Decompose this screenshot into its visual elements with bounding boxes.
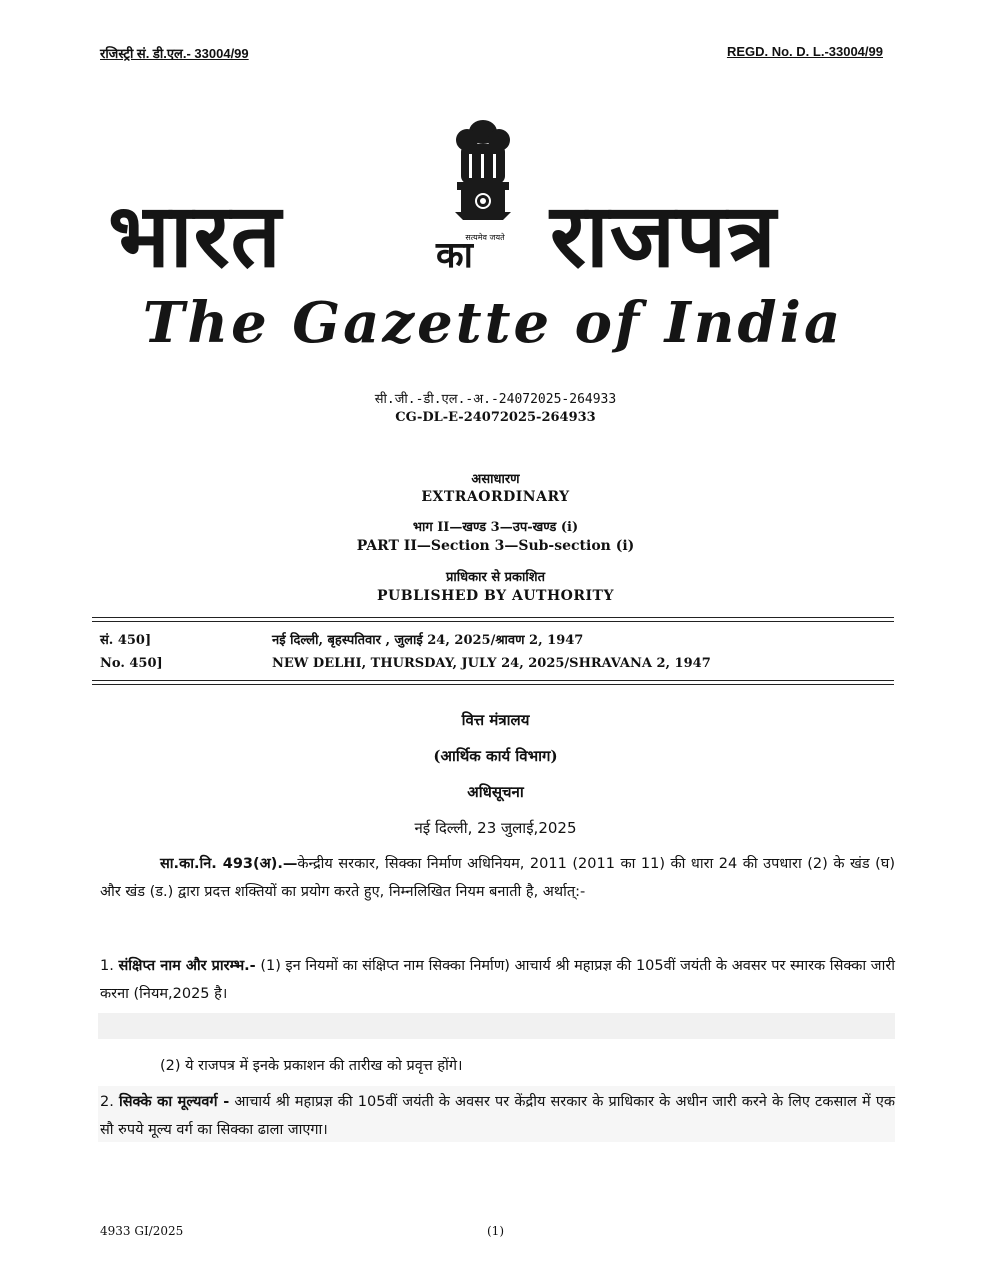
emblem-motto: सत्यमेव जयते: [465, 233, 505, 242]
department-name: (आर्थिक कार्य विभाग): [433, 747, 558, 765]
footer-page-number: (1): [487, 1224, 504, 1238]
divider-top-2: [92, 621, 894, 622]
issue-date-hindi: नई दिल्ली, बृहस्पतिवार , जुलाई 24, 2025/श्रावण 2, 1947: [272, 633, 584, 648]
footer-print-code: 4933 GI/2025: [100, 1224, 184, 1238]
published-by-authority-english: PUBLISHED BY AUTHORITY: [377, 588, 614, 604]
scan-shade-band: [98, 1013, 895, 1039]
notification-place-date: नई दिल्ली, 23 जुलाई,2025: [414, 819, 577, 837]
rule-2-heading: सिक्के का मूल्यवर्ग -: [119, 1094, 230, 1110]
extraordinary-hindi: असाधारण: [471, 472, 520, 487]
part-section-hindi: भाग II—खण्ड 3—उप-खण्ड (i): [412, 520, 579, 535]
issue-number-hindi: सं. 450]: [100, 633, 152, 648]
masthead-title-hindi-rajpatra: राजपत्र: [550, 184, 777, 287]
masthead-title-english: The Gazette of India: [142, 290, 844, 356]
part-section-english: PART II—Section 3—Sub-section (i): [356, 538, 635, 554]
published-by-authority-hindi: प्राधिकार से प्रकाशित: [446, 570, 545, 585]
issue-date-english: NEW DELHI, THURSDAY, JULY 24, 2025/SHRAVANA 2, 1947: [272, 656, 711, 671]
rule-2-text: आचार्य श्री महाप्रज्ञ की 105वीं जयंती के अवसर पर केंद्रीय सरकार के प्राधिकार के अधीन जारी करने के लिए टकसाल में एक सौ रुपये मूल्य वर्ग का सिक्का ढाला जाएगा।: [100, 1094, 896, 1138]
registration-number-hindi: रजिस्ट्री सं. डी.एल.- 33004/99: [100, 46, 249, 61]
divider-bottom-1: [92, 680, 894, 681]
rule-2-paragraph: [100, 1088, 895, 1144]
divider-top-1: [92, 617, 894, 618]
registration-number-english: REGD. No. D. L.-33004/99: [726, 44, 883, 59]
issue-number-english: No. 450]: [100, 656, 163, 671]
extraordinary-english: EXTRAORDINARY: [421, 489, 570, 505]
cg-code-hindi: सी.जी.-डी.एल.-अ.-24072025-264933: [374, 392, 617, 407]
rule-1-paragraph: [100, 952, 895, 1008]
rule-1-text: (1) इन नियमों का संक्षिप्त नाम सिक्का निर्माण) आचार्य श्री महाप्रज्ञ की 105वीं जयंती के अवसर पर स्मारक सिक्का जारी करना (नियम,2025 है।: [100, 958, 896, 1002]
divider-bottom-2: [92, 684, 894, 685]
notification-heading: अधिसूचना: [467, 783, 524, 801]
rule-1-number: 1.: [100, 958, 114, 974]
rule-1-subclause-2: (2) ये राजपत्र में इनके प्रकाशन की तारीख को प्रवृत्त होंगे।: [160, 1058, 463, 1074]
rule-1-heading: संक्षिप्त नाम और प्रारम्भ.-: [118, 958, 256, 974]
rule-2-number: 2.: [100, 1094, 114, 1110]
masthead-title-hindi-ka: का: [436, 235, 473, 276]
notification-number: सा.का.नि. 493(अ).—: [160, 856, 298, 872]
ministry-name: वित्त मंत्रालय: [461, 711, 530, 729]
cg-code-english: CG-DL-E-24072025-264933: [395, 410, 596, 425]
intro-paragraph: [100, 850, 895, 906]
intro-text: केन्द्रीय सरकार, सिक्का निर्माण अधिनियम, 2011 (2011 का 11) की धारा 24 की उपधारा (2) के खंड (घ) और खंड (ड.) द्वारा प्रदत्त शक्तियों का प्रयोग करते हुए, निम्नलिखित नियम बनाती है, अर्थात्:-: [100, 856, 896, 900]
masthead-title-hindi-bharat: भारत: [108, 184, 282, 287]
national-emblem-icon: [443, 110, 523, 250]
